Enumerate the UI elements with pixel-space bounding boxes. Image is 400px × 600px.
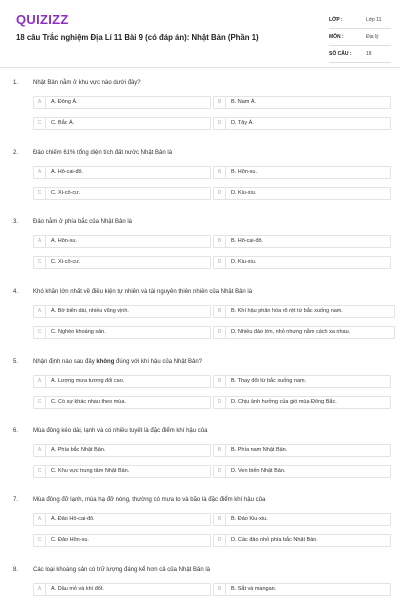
option-letter: C bbox=[34, 466, 46, 477]
option-letter: B bbox=[214, 97, 226, 108]
option-letter: A bbox=[34, 445, 46, 456]
question-number: 3. bbox=[13, 219, 19, 225]
meta-row-class bbox=[329, 12, 391, 29]
meta-value: Lớp 11 bbox=[366, 17, 382, 23]
option-letter: D bbox=[214, 535, 226, 546]
option-a[interactable] bbox=[33, 444, 211, 457]
option-letter: B bbox=[214, 306, 226, 317]
option-text: B. Nam Á. bbox=[231, 99, 257, 105]
option-text: A. Bờ biển dài, nhiều vũng vịnh. bbox=[51, 308, 129, 314]
question-text-before: Nhận định nào sau đây bbox=[33, 359, 97, 365]
question-text: Đảo nằm ở phía bắc của Nhật Bản là bbox=[33, 219, 132, 225]
option-text: B. Hôn-su. bbox=[231, 169, 257, 175]
option-letter: B bbox=[214, 514, 226, 525]
meta-label: SỐ CÂU : bbox=[329, 51, 352, 57]
option-text: B. Khí hậu phân hóa rõ rệt từ bắc xuống nam. bbox=[231, 308, 343, 314]
option-text: A. Đảo Hô-cai-đô. bbox=[51, 516, 95, 522]
question-8 bbox=[0, 567, 400, 600]
option-c[interactable] bbox=[33, 534, 211, 547]
option-text: D. Kiu-xiu. bbox=[231, 190, 257, 196]
option-d[interactable] bbox=[213, 465, 391, 478]
option-d[interactable] bbox=[213, 256, 391, 269]
meta-value: 18 bbox=[366, 51, 372, 57]
option-d[interactable] bbox=[213, 396, 391, 409]
question-text: Nhật Bản nằm ở khu vực nào dưới đây? bbox=[33, 80, 141, 86]
option-c[interactable] bbox=[33, 465, 211, 478]
option-text: C. Khu vực trung tâm Nhật Bản. bbox=[51, 468, 130, 474]
option-text: A. Dầu mỏ và khí đốt. bbox=[51, 586, 104, 592]
option-text: B. Phía nam Nhật Bản. bbox=[231, 447, 288, 453]
question-number: 6. bbox=[13, 428, 19, 434]
meta-label: MÔN : bbox=[329, 34, 344, 40]
meta-row-subject bbox=[329, 29, 391, 46]
option-text: D. Kiu-xiu. bbox=[231, 259, 257, 265]
option-c[interactable] bbox=[33, 187, 211, 200]
option-d[interactable] bbox=[213, 187, 391, 200]
option-text: D. Các đảo nhỏ phía bắc Nhật Bản. bbox=[231, 537, 318, 543]
option-c[interactable] bbox=[33, 117, 211, 130]
option-letter: D bbox=[214, 118, 226, 129]
option-d[interactable] bbox=[213, 534, 391, 547]
option-text: C. Đảo Hôn-su. bbox=[51, 537, 89, 543]
option-letter: C bbox=[34, 188, 46, 199]
option-c[interactable] bbox=[33, 256, 211, 269]
option-letter: C bbox=[34, 535, 46, 546]
question-text: Mùa đông đỡ lạnh, mùa hạ đỡ nóng, thường có mưa to và bão là đặc điểm khí hậu của bbox=[33, 497, 266, 503]
option-text: B. Hô-cai-đô. bbox=[231, 238, 264, 244]
option-a[interactable] bbox=[33, 96, 211, 109]
question-number: 5. bbox=[13, 359, 19, 365]
option-letter: C bbox=[34, 327, 46, 338]
option-b[interactable] bbox=[213, 235, 391, 248]
question-number: 2. bbox=[13, 150, 19, 156]
option-text: B. Sắt và mangan. bbox=[231, 586, 277, 592]
option-a[interactable] bbox=[33, 513, 211, 526]
page-header bbox=[0, 0, 400, 68]
option-text: C. Xi-cô-cư. bbox=[51, 190, 81, 196]
header-divider bbox=[0, 67, 400, 68]
option-text: D. Nhiều đảo lớn, nhỏ nhưng nằm cách xa nhau. bbox=[231, 329, 351, 335]
option-b[interactable] bbox=[213, 96, 391, 109]
option-text: B. Thay đổi từ bắc xuống nam. bbox=[231, 378, 307, 384]
option-text: C. Bắc Á. bbox=[51, 120, 75, 126]
meta-label: LỚP : bbox=[329, 17, 343, 23]
option-letter: A bbox=[34, 376, 46, 387]
question-number: 4. bbox=[13, 289, 19, 295]
option-b[interactable] bbox=[213, 583, 391, 596]
question-number: 1. bbox=[13, 80, 19, 86]
option-b[interactable] bbox=[213, 375, 391, 388]
option-text: A. Lượng mưa tương đối cao. bbox=[51, 378, 125, 384]
question-4 bbox=[0, 289, 400, 359]
option-letter: A bbox=[34, 97, 46, 108]
option-letter: A bbox=[34, 584, 46, 595]
option-text: B. Đảo Kiu-xiu. bbox=[231, 516, 268, 522]
option-text: A. Đông Á. bbox=[51, 99, 78, 105]
question-text bbox=[33, 359, 202, 365]
meta-row-count bbox=[329, 46, 391, 63]
question-number: 8. bbox=[13, 567, 19, 573]
option-letter: B bbox=[214, 445, 226, 456]
question-1 bbox=[0, 80, 400, 150]
option-text: C. Nghèo khoáng sản. bbox=[51, 329, 106, 335]
option-text: C. Xi-cô-cư. bbox=[51, 259, 81, 265]
option-b[interactable] bbox=[213, 305, 395, 318]
meta-table bbox=[329, 12, 391, 63]
option-text: D. Ven biển Nhật Bản. bbox=[231, 468, 286, 474]
option-letter: D bbox=[214, 327, 226, 338]
option-b[interactable] bbox=[213, 166, 391, 179]
question-text-after: đúng với khí hậu của Nhật Bản? bbox=[114, 359, 203, 365]
question-text: Mùa đông kéo dài, lạnh và có nhiều tuyết là đặc điểm khí hậu của bbox=[33, 428, 208, 434]
question-text: Đảo chiếm 61% tổng diện tích đất nước Nhật Bản là bbox=[33, 150, 173, 156]
option-a[interactable] bbox=[33, 235, 211, 248]
option-c[interactable] bbox=[33, 326, 211, 339]
option-letter: A bbox=[34, 306, 46, 317]
question-3 bbox=[0, 219, 400, 289]
option-letter: D bbox=[214, 466, 226, 477]
option-d[interactable] bbox=[213, 326, 395, 339]
question-5 bbox=[0, 359, 400, 429]
option-letter: B bbox=[214, 167, 226, 178]
meta-value: Địa lý bbox=[366, 34, 379, 40]
document-title: 18 câu Trắc nghiệm Địa Lí 11 Bài 9 (có đáp án): Nhật Bản (Phần 1) bbox=[16, 33, 259, 42]
option-text: D. Chịu ảnh hưởng của gió mùa Đông Bắc. bbox=[231, 399, 337, 405]
question-6 bbox=[0, 428, 400, 498]
quizizz-logo: QUIZIZZ bbox=[16, 12, 69, 27]
option-a[interactable] bbox=[33, 583, 211, 596]
option-text: A. Hô-cai-đô. bbox=[51, 169, 84, 175]
question-2 bbox=[0, 150, 400, 220]
option-b[interactable] bbox=[213, 444, 391, 457]
question-7 bbox=[0, 497, 400, 567]
option-letter: A bbox=[34, 236, 46, 247]
option-letter: C bbox=[34, 257, 46, 268]
option-text: A. Hôn-su. bbox=[51, 238, 77, 244]
option-letter: B bbox=[214, 376, 226, 387]
option-text: D. Tây Á. bbox=[231, 120, 254, 126]
option-c[interactable] bbox=[33, 396, 211, 409]
option-a[interactable] bbox=[33, 166, 211, 179]
option-letter: A bbox=[34, 514, 46, 525]
option-letter: D bbox=[214, 397, 226, 408]
option-b[interactable] bbox=[213, 513, 391, 526]
option-a[interactable] bbox=[33, 305, 211, 318]
option-a[interactable] bbox=[33, 375, 211, 388]
option-letter: C bbox=[34, 118, 46, 129]
question-text: Các loại khoáng sản có trữ lượng đáng kể hơn cả của Nhật Bản là bbox=[33, 567, 211, 573]
option-text: A. Phía bắc Nhật Bản. bbox=[51, 447, 106, 453]
question-text-emphasis: không bbox=[96, 359, 115, 365]
option-letter: D bbox=[214, 257, 226, 268]
option-letter: A bbox=[34, 167, 46, 178]
question-number: 7. bbox=[13, 497, 19, 503]
option-letter: D bbox=[214, 188, 226, 199]
option-letter: C bbox=[34, 397, 46, 408]
question-text: Khó khăn lớn nhất về điều kiện tự nhiên và tài nguyên thiên nhiên của Nhật Bản là bbox=[33, 289, 253, 295]
option-letter: B bbox=[214, 236, 226, 247]
option-d[interactable] bbox=[213, 117, 391, 130]
option-text: C. Có sự khác nhau theo mùa. bbox=[51, 399, 126, 405]
option-letter: B bbox=[214, 584, 226, 595]
